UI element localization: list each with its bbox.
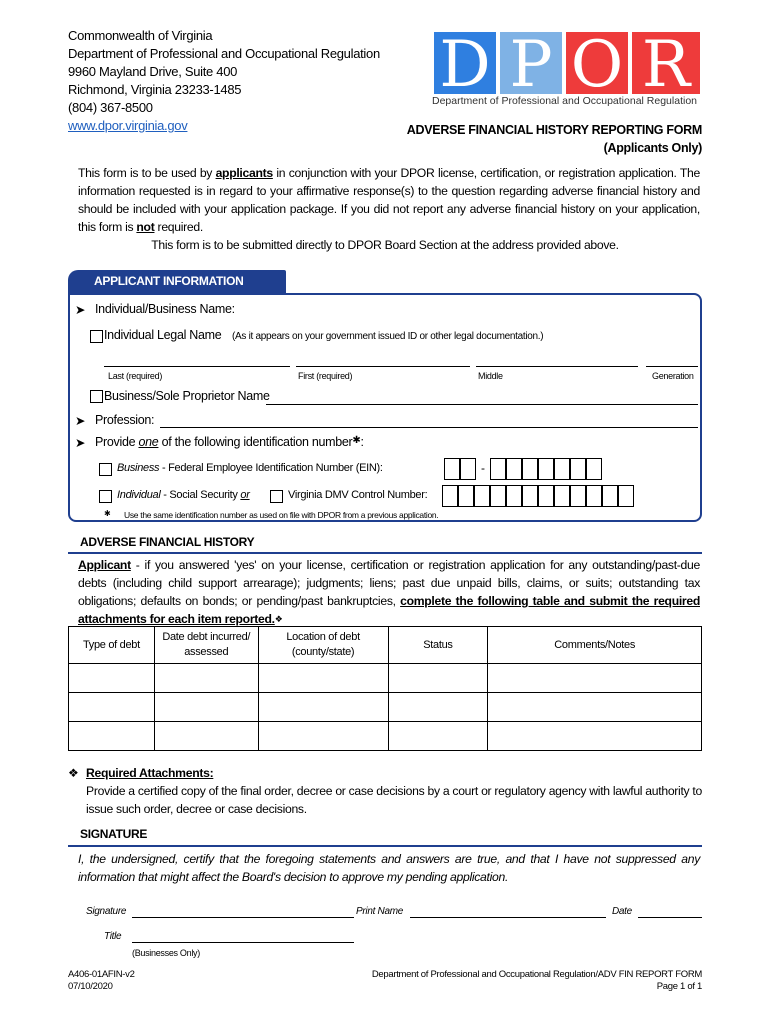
history-body: - if you answered 'yes' on your license, certification or registration application for any outstanding/past-due debts (including child support arrearage); judgments; liens; past due unpaid bills, claims, or suits; outstanding tax obligations; defaults on bonds; or pending/past bankruptcies, bbox=[78, 558, 700, 608]
title-field[interactable] bbox=[132, 942, 354, 943]
ssn-label-or: or bbox=[240, 489, 250, 501]
print-name-field[interactable] bbox=[410, 917, 606, 918]
ssn-checkbox[interactable] bbox=[99, 490, 112, 503]
history-divider bbox=[68, 552, 702, 554]
ein-digit-box[interactable] bbox=[506, 458, 522, 480]
signature-field[interactable] bbox=[132, 917, 354, 918]
business-name-checkbox[interactable] bbox=[90, 390, 103, 403]
ein-label-business: Business bbox=[117, 462, 160, 474]
signature-label: Signature bbox=[86, 906, 127, 917]
table-row bbox=[69, 722, 702, 751]
ssn-label bbox=[117, 489, 250, 501]
diamond-icon: ❖ bbox=[274, 614, 283, 624]
individual-business-name-label: Individual/Business Name: bbox=[95, 302, 235, 316]
id-digit-box[interactable] bbox=[554, 485, 570, 507]
ssn-label-individual: Individual bbox=[117, 489, 161, 501]
col-type-of-debt: Type of debt bbox=[69, 627, 155, 664]
id-digit-box[interactable] bbox=[474, 485, 490, 507]
col-location: Location of debt (county/state) bbox=[258, 627, 388, 664]
profession-label: Profession: bbox=[95, 413, 155, 427]
ein-checkbox[interactable] bbox=[99, 463, 112, 476]
history-applicant-word: Applicant bbox=[78, 558, 131, 572]
table-cell[interactable] bbox=[488, 693, 702, 722]
id-prompt-one: one bbox=[138, 435, 159, 449]
intro-emphasis-not: not bbox=[136, 220, 155, 234]
intro-text-a: This form is to be used by bbox=[78, 166, 216, 180]
table-cell[interactable] bbox=[154, 722, 258, 751]
business-name-label: Business/Sole Proprietor Name bbox=[104, 389, 270, 403]
ssn-label-text: - Social Security bbox=[160, 489, 241, 501]
id-digit-box[interactable] bbox=[570, 485, 586, 507]
ein-label bbox=[117, 462, 383, 474]
certification-text: I, the undersigned, certify that the foregoing statements and answers are true, and that I have not suppressed any information that might affect the Board's decision to approve my pending application. bbox=[78, 852, 700, 884]
title-label: Title bbox=[104, 931, 122, 942]
table-row bbox=[69, 664, 702, 693]
ein-digit-box[interactable] bbox=[586, 458, 602, 480]
id-prompt-text-a: Provide bbox=[95, 435, 139, 449]
table-cell[interactable] bbox=[154, 693, 258, 722]
individual-legal-name-label: Individual Legal Name bbox=[104, 328, 222, 342]
history-section-title: ADVERSE FINANCIAL HISTORY bbox=[80, 535, 255, 549]
last-name-field[interactable] bbox=[104, 366, 290, 367]
arrow-bullet-icon: ➤ bbox=[75, 303, 86, 317]
id-digit-box[interactable] bbox=[618, 485, 634, 507]
legal-name-hint: (As it appears on your government issued ID or other legal documentation.) bbox=[232, 331, 544, 342]
col-date-incurred: Date debt incurred/ assessed bbox=[154, 627, 258, 664]
table-cell[interactable] bbox=[388, 664, 488, 693]
id-digit-box[interactable] bbox=[442, 485, 458, 507]
last-name-caption: Last (required) bbox=[108, 371, 163, 381]
ein-digit-box[interactable] bbox=[490, 458, 506, 480]
table-cell[interactable] bbox=[69, 693, 155, 722]
arrow-bullet-icon: ➤ bbox=[75, 436, 86, 450]
asterisk-icon: ✱ bbox=[104, 509, 111, 518]
table-cell[interactable] bbox=[154, 664, 258, 693]
title-hint: (Businesses Only) bbox=[132, 948, 200, 958]
history-paragraph bbox=[78, 556, 700, 628]
individual-legal-name-checkbox[interactable] bbox=[90, 330, 103, 343]
id-digit-box[interactable] bbox=[458, 485, 474, 507]
date-field[interactable] bbox=[638, 917, 702, 918]
logo-caption: Department of Professional and Occupational Regulation bbox=[432, 95, 697, 107]
id-digit-box[interactable] bbox=[602, 485, 618, 507]
phone-number: (804) 367-8500 bbox=[68, 100, 153, 115]
diamond-bullet-icon: ❖ bbox=[68, 766, 79, 780]
id-footnote: Use the same identification number as used on file with DPOR from a previous application. bbox=[124, 510, 439, 520]
intro-emphasis-applicants: applicants bbox=[215, 166, 273, 180]
business-name-field[interactable] bbox=[266, 404, 698, 405]
logo-letter-d: D bbox=[439, 28, 491, 98]
table-cell[interactable] bbox=[388, 722, 488, 751]
table-cell[interactable] bbox=[69, 664, 155, 693]
form-revision-date: 07/10/2020 bbox=[68, 981, 113, 992]
form-title: ADVERSE FINANCIAL HISTORY REPORTING FORM bbox=[406, 123, 702, 137]
id-prompt-colon: : bbox=[360, 435, 364, 449]
signature-divider bbox=[68, 845, 702, 847]
ein-digit-box[interactable] bbox=[570, 458, 586, 480]
id-digit-box[interactable] bbox=[522, 485, 538, 507]
address-city: Richmond, Virginia 23233-1485 bbox=[68, 82, 242, 97]
middle-name-caption: Middle bbox=[478, 371, 503, 381]
signature-section-title: SIGNATURE bbox=[80, 827, 148, 841]
ein-label-text: - Federal Employee Identification Number (EIN): bbox=[159, 462, 383, 474]
profession-field[interactable] bbox=[160, 427, 698, 428]
table-cell[interactable] bbox=[258, 693, 388, 722]
intro-text-e: required. bbox=[154, 220, 203, 234]
table-cell[interactable] bbox=[488, 722, 702, 751]
ein-separator: - bbox=[481, 461, 485, 475]
ein-digit-box[interactable] bbox=[444, 458, 460, 480]
id-digit-box[interactable] bbox=[506, 485, 522, 507]
logo-letter-o: O bbox=[570, 28, 624, 98]
dmv-checkbox[interactable] bbox=[270, 490, 283, 503]
form-subtitle: (Applicants Only) bbox=[603, 141, 702, 155]
col-status: Status bbox=[388, 627, 488, 664]
id-prompt-text-c: of the following identification number bbox=[158, 435, 353, 449]
footer-department: Department of Professional and Occupational Regulation/ADV FIN REPORT FORM bbox=[371, 969, 702, 980]
middle-name-field[interactable] bbox=[476, 366, 638, 367]
table-header-row bbox=[69, 627, 702, 664]
generation-caption: Generation bbox=[652, 371, 694, 381]
logo-letter-r: R bbox=[641, 28, 691, 98]
table-cell[interactable] bbox=[258, 664, 388, 693]
org-name: Commonwealth of Virginia bbox=[68, 28, 213, 43]
website-link[interactable]: www.dpor.virginia.gov bbox=[68, 118, 188, 133]
ein-digit-box[interactable] bbox=[460, 458, 476, 480]
first-name-field[interactable] bbox=[296, 366, 470, 367]
intro-paragraph bbox=[78, 164, 700, 236]
arrow-bullet-icon: ➤ bbox=[75, 414, 86, 428]
print-name-label: Print Name bbox=[356, 906, 404, 917]
id-number-prompt bbox=[95, 435, 364, 449]
attachments-text: Provide a certified copy of the final order, decree or case decisions by a court or regulatory agency with lawful authority to issue such order, decree or case decisions. bbox=[86, 784, 702, 816]
table-row bbox=[69, 693, 702, 722]
table-cell[interactable] bbox=[69, 722, 155, 751]
history-emphasis: complete the following table and submit the required attachments for each item reported. bbox=[78, 594, 700, 626]
ein-digit-box[interactable] bbox=[522, 458, 538, 480]
first-name-caption: First (required) bbox=[298, 371, 353, 381]
id-digit-box[interactable] bbox=[586, 485, 602, 507]
debt-table bbox=[68, 626, 702, 751]
table-cell[interactable] bbox=[488, 664, 702, 693]
department-name: Department of Professional and Occupational Regulation bbox=[68, 46, 380, 61]
asterisk-icon: ✱ bbox=[352, 435, 361, 446]
ein-digit-box[interactable] bbox=[554, 458, 570, 480]
table-cell[interactable] bbox=[388, 693, 488, 722]
dmv-label: Virginia DMV Control Number: bbox=[288, 489, 428, 501]
submission-note: This form is to be submitted directly to DPOR Board Section at the address provided above. bbox=[151, 238, 619, 252]
logo-letter-p: P bbox=[509, 28, 553, 98]
ein-digit-box[interactable] bbox=[538, 458, 554, 480]
dpor-logo-mark bbox=[430, 28, 705, 98]
address-street: 9960 Mayland Drive, Suite 400 bbox=[68, 64, 238, 79]
date-label: Date bbox=[612, 906, 632, 917]
form-code: A406-01AFIN-v2 bbox=[68, 969, 135, 980]
id-digit-box[interactable] bbox=[538, 485, 554, 507]
intro-text-c: in conjunction with your DPOR license, certification, or registration application. The information requested is in regard to your affirmative response(s) to the question regarding adverse financial history and should be included with your application package. If you did not report any adverse financial history on your application, this form is bbox=[78, 166, 700, 234]
applicant-section-title: APPLICANT INFORMATION bbox=[68, 270, 286, 293]
col-comments: Comments/Notes bbox=[488, 627, 702, 664]
attachments-title: Required Attachments: bbox=[86, 766, 214, 780]
generation-field[interactable] bbox=[646, 366, 698, 367]
table-cell[interactable] bbox=[258, 722, 388, 751]
page-number: Page 1 of 1 bbox=[656, 981, 702, 992]
id-digit-box[interactable] bbox=[490, 485, 506, 507]
